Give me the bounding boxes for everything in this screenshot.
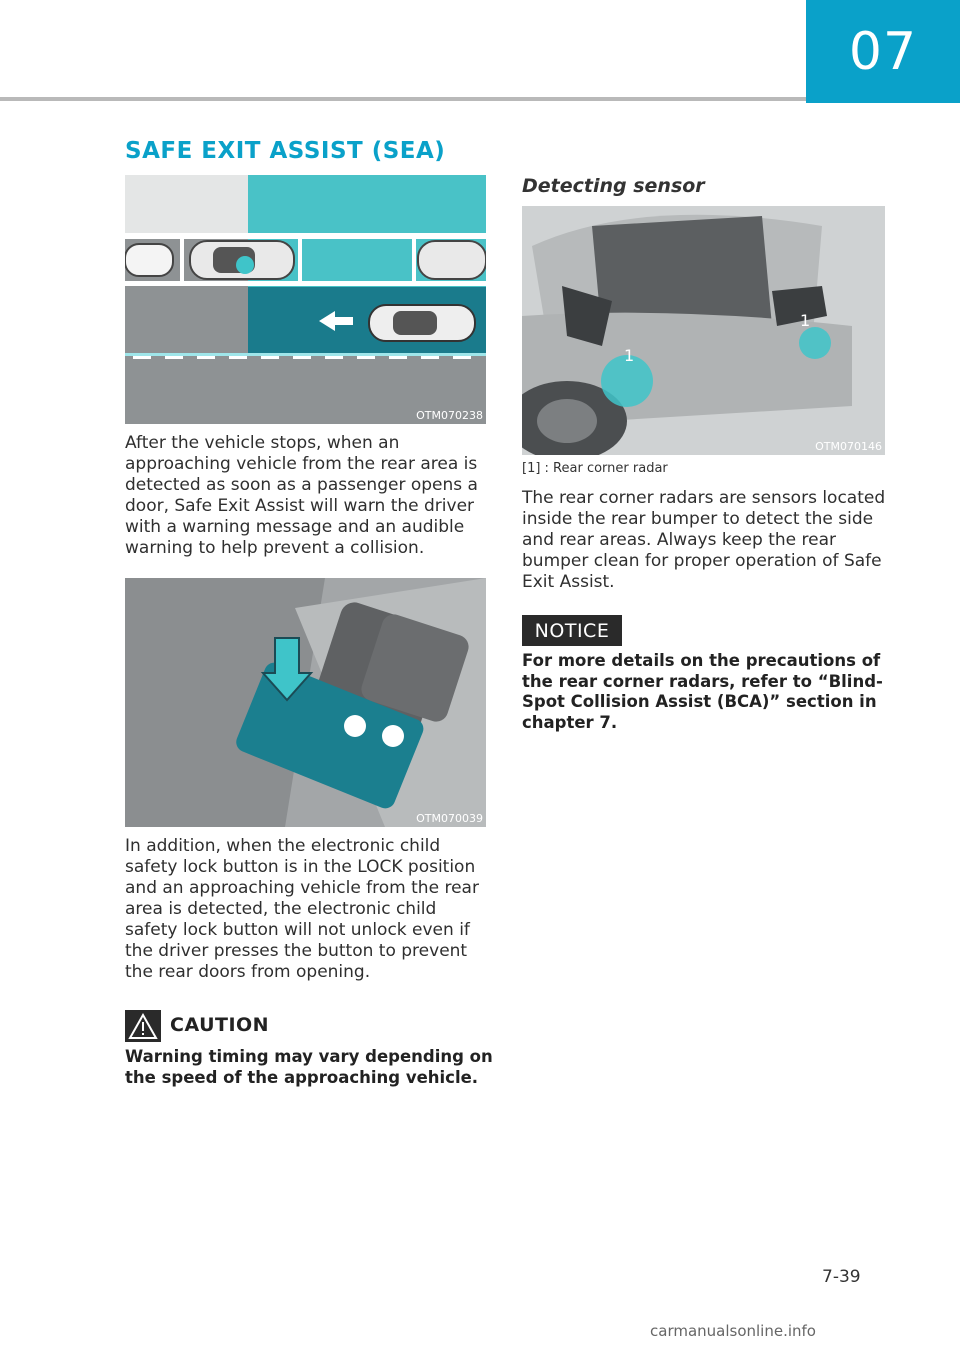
watermark: carmanualsonline.info [650,1322,816,1340]
figure-rear-radar [522,206,885,455]
header-rule [0,97,806,101]
paragraph-child-lock: In addition, when the electronic child safety lock button is in the LOCK position and an approaching vehicle from the rear area is detected, the electronic child safety lock button will not unlock even if the driver presses the button to prevent the rear doors from opening. [125,836,479,982]
figure-parking-illustration [125,175,486,424]
figure-caption: [1] : Rear corner radar [522,461,668,476]
radar-label-left: 1 [624,346,635,365]
chapter-number: 07 [848,21,918,82]
warning-triangle-icon [125,1010,161,1042]
notice-text: For more details on the precautions of the rear corner radars, refer to “Blind-Spot Collision Assist (BCA)” section in chapter 7. [522,651,883,732]
radar-label-right: 1 [800,311,811,330]
paragraph-sea-warning: After the vehicle stops, when an approaching vehicle from the rear area is detected as soon as a passenger opens a door, Safe Exit Assist will warn the driver with a warning message and an audible warning to help prevent a collision. [125,433,478,558]
paragraph-rear-radar: The rear corner radars are sensors located inside the rear bumper to detect the side and rear areas. Always keep the rear bumper clean for proper operation of Safe Exit Assist. [522,488,886,592]
section-title: SAFE EXIT ASSIST (SEA) [125,138,446,164]
detecting-sensor-heading: Detecting sensor [522,175,705,197]
caution-badge [125,1010,161,1042]
caution-label: CAUTION [170,1014,270,1036]
chapter-tab [806,0,960,103]
figure-code: OTM070146 [815,440,882,453]
child-lock-illustration [125,578,486,827]
parking-illustration [125,175,486,424]
figure-code: OTM070039 [416,812,483,825]
figure-child-lock-button [125,578,486,827]
rear-radar-illustration [522,206,885,455]
figure-code: OTM070238 [416,409,483,422]
notice-badge: NOTICE [522,615,622,646]
page-number: 7-39 [822,1267,861,1287]
caution-text: Warning timing may vary depending on the speed of the approaching vehicle. [125,1047,493,1087]
